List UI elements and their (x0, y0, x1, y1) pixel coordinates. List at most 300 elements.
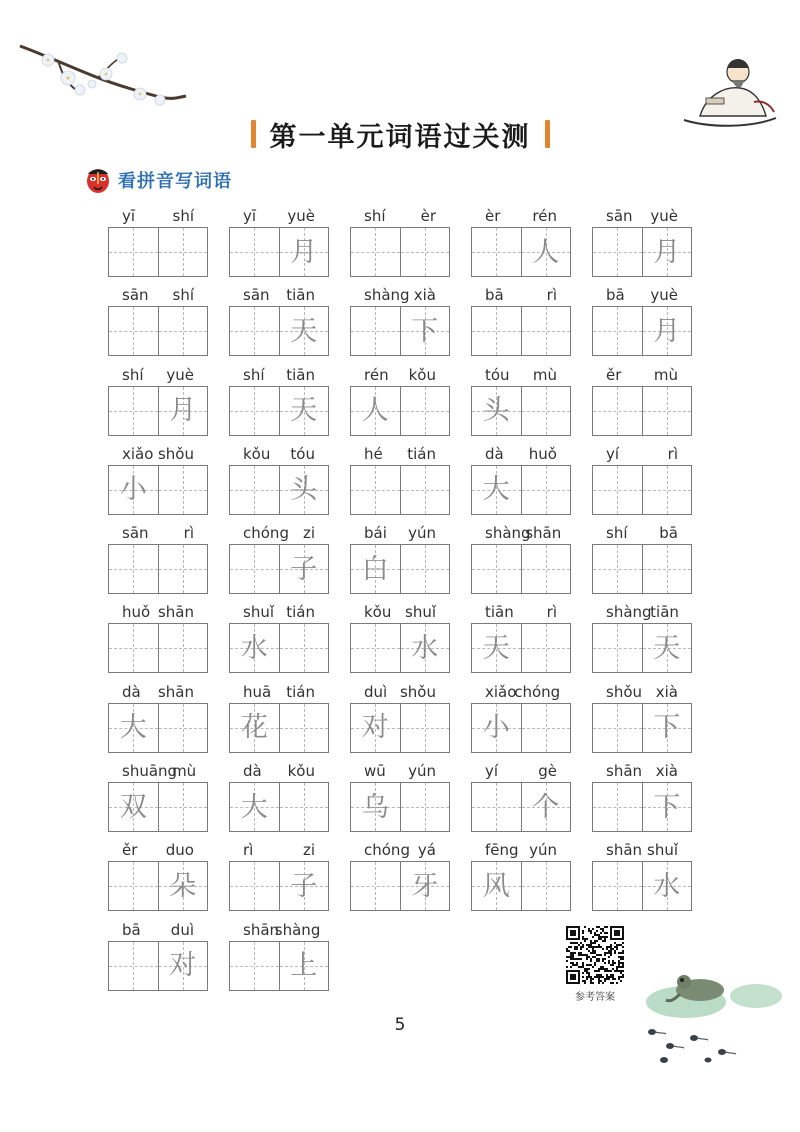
given-character: 双 (119, 791, 147, 823)
pinyin-syllable: mù (532, 365, 557, 384)
character-box[interactable] (230, 862, 279, 910)
character-box[interactable] (521, 783, 571, 831)
pinyin-syllable: shān (243, 920, 280, 939)
character-box[interactable] (230, 387, 279, 435)
character-box[interactable] (109, 862, 158, 910)
pinyin-syllable: yuè (287, 207, 315, 225)
character-box[interactable] (521, 704, 571, 752)
character-box[interactable] (351, 307, 400, 355)
tianzige-pair (471, 227, 571, 277)
character-box[interactable] (642, 228, 692, 276)
pinyin-syllable: tiān (286, 365, 315, 384)
tianzige-pair (592, 386, 692, 436)
word-item (350, 835, 450, 914)
pinyin-syllable: shí (122, 365, 144, 384)
given-character: 小 (482, 712, 510, 744)
character-box[interactable] (351, 862, 400, 910)
qr-code-icon (566, 926, 624, 984)
pinyin-syllable: tóu (290, 444, 315, 463)
character-box[interactable] (158, 783, 208, 831)
tianzige-pair (592, 465, 692, 515)
pinyin-row (229, 756, 329, 782)
tianzige-pair (350, 465, 450, 515)
character-box[interactable] (593, 466, 642, 514)
character-box[interactable] (279, 862, 329, 910)
character-box[interactable] (400, 624, 450, 672)
pinyin-syllable: bā (122, 920, 141, 939)
word-item (229, 915, 329, 994)
pinyin-row (350, 280, 450, 306)
pinyin-syllable: shān (157, 682, 194, 701)
tianzige-pair (229, 227, 329, 277)
pinyin-syllable: yún (408, 524, 436, 543)
pinyin-syllable: shuǐ (647, 841, 678, 860)
character-box[interactable] (279, 307, 329, 355)
pinyin-syllable: bā (659, 524, 678, 543)
word-item (108, 756, 208, 835)
given-character: 大 (119, 712, 147, 744)
character-box[interactable] (279, 704, 329, 752)
given-character: 牙 (411, 870, 439, 902)
character-box[interactable] (158, 307, 208, 355)
pinyin-syllable: ěr (122, 841, 138, 860)
character-box[interactable] (521, 228, 571, 276)
word-item (229, 677, 329, 756)
pinyin-syllable: hé (364, 444, 383, 463)
character-box[interactable] (642, 466, 692, 514)
pinyin-row (471, 518, 571, 544)
tianzige-pair (108, 465, 208, 515)
character-box[interactable] (109, 942, 158, 990)
pinyin-syllable: shān (525, 524, 562, 543)
pinyin-row (108, 518, 208, 544)
pinyin-syllable: shǒu (399, 682, 436, 701)
pinyin-syllable: zi (302, 524, 315, 543)
tianzige-pair (108, 306, 208, 356)
pinyin-syllable: mù (653, 365, 678, 384)
pinyin-syllable: xiǎo (485, 682, 517, 701)
pinyin-syllable: shān (606, 841, 643, 860)
pinyin-syllable: chóng (243, 524, 289, 543)
word-item (350, 439, 450, 518)
pinyin-syllable: yī (122, 207, 136, 225)
character-box[interactable] (472, 387, 521, 435)
pinyin-row (229, 915, 329, 941)
character-box[interactable] (351, 624, 400, 672)
tianzige-pair (229, 623, 329, 673)
character-box[interactable] (400, 466, 450, 514)
pinyin-row (108, 201, 208, 227)
pinyin-syllable: huǒ (122, 603, 151, 622)
given-character: 月 (169, 395, 197, 427)
pinyin-syllable: bā (606, 286, 625, 305)
character-box[interactable] (109, 307, 158, 355)
pinyin-syllable: fēng (485, 841, 519, 860)
pinyin-syllable: yuè (650, 286, 678, 305)
pinyin-row (108, 360, 208, 386)
pinyin-row (592, 201, 692, 227)
character-box[interactable] (642, 387, 692, 435)
title-bar-left (251, 120, 256, 148)
pinyin-syllable: rì (546, 603, 557, 622)
pinyin-syllable: èr (485, 207, 501, 225)
pinyin-row (108, 280, 208, 306)
pinyin-syllable: rì (183, 524, 194, 543)
pinyin-syllable: gè (538, 762, 557, 781)
word-item (350, 360, 450, 439)
pinyin-syllable: xiǎo (122, 444, 154, 463)
pinyin-syllable: tiān (650, 603, 679, 622)
word-item (592, 597, 692, 676)
pinyin-syllable: dà (122, 682, 141, 701)
page-title: 第一单元词语过关测 (269, 121, 531, 153)
pinyin-syllable: yuè (166, 365, 194, 384)
tianzige-pair (471, 544, 571, 594)
word-item (350, 201, 450, 280)
word-item (592, 677, 692, 756)
tianzige-pair (229, 782, 329, 832)
tianzige-pair (592, 861, 692, 911)
given-character: 天 (290, 315, 318, 347)
character-box[interactable] (230, 624, 279, 672)
tianzige-pair (471, 306, 571, 356)
character-box[interactable] (158, 862, 208, 910)
tianzige-pair (108, 941, 208, 991)
pinyin-row (350, 677, 450, 703)
pinyin-row (229, 360, 329, 386)
character-box[interactable] (593, 387, 642, 435)
character-box[interactable] (230, 466, 279, 514)
pinyin-syllable: yuè (650, 207, 678, 225)
character-box[interactable] (158, 545, 208, 593)
tianzige-pair (471, 465, 571, 515)
word-item (108, 835, 208, 914)
character-box[interactable] (472, 545, 521, 593)
word-item (108, 597, 208, 676)
character-box[interactable] (400, 387, 450, 435)
character-box[interactable] (279, 942, 329, 990)
pinyin-row (592, 677, 692, 703)
tianzige-pair (592, 782, 692, 832)
word-item (471, 201, 571, 280)
tianzige-pair (350, 386, 450, 436)
pinyin-syllable: yún (529, 841, 557, 860)
character-box[interactable] (109, 387, 158, 435)
character-box[interactable] (158, 466, 208, 514)
pinyin-row (229, 439, 329, 465)
pinyin-syllable: dà (243, 762, 262, 781)
character-box[interactable] (351, 387, 400, 435)
pinyin-row (229, 518, 329, 544)
character-box[interactable] (642, 862, 692, 910)
character-box[interactable] (230, 942, 279, 990)
pinyin-syllable: dà (485, 444, 504, 463)
pinyin-row (592, 439, 692, 465)
given-character: 对 (169, 950, 197, 982)
pinyin-syllable: bái (364, 524, 387, 543)
character-box[interactable] (472, 466, 521, 514)
character-box[interactable] (109, 783, 158, 831)
character-box[interactable] (472, 307, 521, 355)
pinyin-syllable: shuǐ (243, 603, 274, 622)
pinyin-syllable: shàng (364, 286, 410, 305)
tianzige-pair (350, 227, 450, 277)
given-character: 天 (482, 632, 510, 664)
character-box[interactable] (521, 387, 571, 435)
tianzige-pair (350, 623, 450, 673)
given-character: 小 (119, 474, 147, 506)
pinyin-syllable: yí (485, 762, 499, 781)
word-item (108, 518, 208, 597)
character-box[interactable] (158, 624, 208, 672)
character-box[interactable] (472, 228, 521, 276)
pinyin-syllable: xià (655, 682, 678, 701)
tianzige-pair (229, 306, 329, 356)
word-item (592, 518, 692, 597)
character-box[interactable] (472, 624, 521, 672)
section-title: 看拼音写词语 (118, 171, 232, 192)
word-item (229, 518, 329, 597)
given-character: 月 (653, 315, 681, 347)
character-box[interactable] (109, 545, 158, 593)
given-character: 下 (653, 712, 681, 744)
title-row (0, 112, 800, 156)
pinyin-row (229, 201, 329, 227)
word-item (471, 677, 571, 756)
word-item (350, 518, 450, 597)
word-item (229, 597, 329, 676)
word-item (108, 201, 208, 280)
character-box[interactable] (279, 545, 329, 593)
character-box[interactable] (351, 783, 400, 831)
pinyin-syllable: tián (286, 682, 315, 701)
word-item (350, 677, 450, 756)
tianzige-pair (471, 623, 571, 673)
pinyin-syllable: tián (286, 603, 315, 622)
pinyin-row (108, 756, 208, 782)
character-box[interactable] (158, 387, 208, 435)
character-box[interactable] (642, 783, 692, 831)
character-box[interactable] (472, 862, 521, 910)
given-character: 天 (290, 395, 318, 427)
given-character: 人 (532, 236, 560, 268)
given-character: 大 (240, 791, 268, 823)
word-item (471, 835, 571, 914)
character-box[interactable] (109, 704, 158, 752)
character-box[interactable] (521, 862, 571, 910)
tianzige-pair (229, 941, 329, 991)
pinyin-row (471, 756, 571, 782)
character-box[interactable] (642, 307, 692, 355)
character-box[interactable] (279, 783, 329, 831)
character-box[interactable] (400, 862, 450, 910)
word-item (108, 360, 208, 439)
character-box[interactable] (400, 228, 450, 276)
character-box[interactable] (109, 228, 158, 276)
tianzige-pair (108, 386, 208, 436)
character-box[interactable] (472, 704, 521, 752)
pinyin-syllable: rì (243, 841, 254, 860)
character-box[interactable] (400, 704, 450, 752)
pinyin-syllable: èr (420, 207, 436, 225)
character-box[interactable] (279, 228, 329, 276)
pinyin-row (471, 835, 571, 861)
tianzige-pair (229, 465, 329, 515)
character-box[interactable] (279, 387, 329, 435)
character-box[interactable] (230, 783, 279, 831)
pinyin-syllable: rén (364, 365, 389, 384)
word-item (592, 835, 692, 914)
character-box[interactable] (593, 704, 642, 752)
pinyin-row (108, 835, 208, 861)
pinyin-row (471, 360, 571, 386)
given-character: 大 (482, 474, 510, 506)
character-box[interactable] (158, 942, 208, 990)
pinyin-syllable: kǒu (287, 762, 315, 781)
pinyin-syllable: wū (364, 762, 386, 781)
character-box[interactable] (400, 545, 450, 593)
pinyin-syllable: huǒ (528, 444, 557, 463)
pinyin-syllable: rén (532, 207, 557, 225)
given-character: 月 (290, 236, 318, 268)
pinyin-row (350, 439, 450, 465)
character-box[interactable] (593, 783, 642, 831)
character-box[interactable] (230, 307, 279, 355)
word-item (229, 360, 329, 439)
given-character: 水 (411, 632, 439, 664)
tianzige-pair (108, 861, 208, 911)
pinyin-syllable: shàng (606, 603, 652, 622)
pinyin-row (108, 677, 208, 703)
pinyin-row (350, 201, 450, 227)
character-box[interactable] (351, 545, 400, 593)
character-box[interactable] (642, 545, 692, 593)
tianzige-pair (229, 703, 329, 753)
pinyin-syllable: yí (606, 444, 620, 463)
character-box[interactable] (593, 624, 642, 672)
character-box[interactable] (400, 307, 450, 355)
title-bar-right (545, 120, 550, 148)
word-item (350, 280, 450, 359)
character-box[interactable] (351, 466, 400, 514)
given-character: 风 (482, 870, 510, 902)
given-character: 下 (653, 791, 681, 823)
word-item (108, 915, 208, 994)
word-item (471, 518, 571, 597)
pinyin-syllable: yá (417, 841, 436, 860)
character-box[interactable] (158, 704, 208, 752)
character-box[interactable] (593, 307, 642, 355)
opera-mask-icon (84, 166, 112, 194)
given-character: 天 (653, 632, 681, 664)
given-character: 水 (653, 870, 681, 902)
tianzige-pair (108, 623, 208, 673)
character-box[interactable] (593, 545, 642, 593)
tianzige-pair (108, 703, 208, 753)
tianzige-pair (108, 227, 208, 277)
pinyin-syllable: shǒu (157, 444, 194, 463)
character-box[interactable] (521, 624, 571, 672)
qr-label: 参考答案 (575, 992, 615, 1003)
given-character: 朵 (169, 870, 197, 902)
character-box[interactable] (109, 624, 158, 672)
pinyin-syllable: duo (165, 841, 194, 860)
word-item (592, 201, 692, 280)
pinyin-row (592, 280, 692, 306)
character-box[interactable] (642, 624, 692, 672)
character-box[interactable] (351, 228, 400, 276)
pinyin-syllable: shàng (485, 524, 531, 543)
pinyin-syllable: shuāng (122, 762, 178, 781)
given-character: 子 (290, 870, 318, 902)
given-character: 下 (411, 315, 439, 347)
character-box[interactable] (521, 545, 571, 593)
word-item (592, 360, 692, 439)
pinyin-row (350, 518, 450, 544)
pinyin-syllable: kǒu (243, 444, 271, 463)
pinyin-syllable: duì (170, 920, 194, 939)
character-box[interactable] (351, 704, 400, 752)
tianzige-pair (471, 703, 571, 753)
tianzige-pair (229, 386, 329, 436)
pinyin-syllable: xià (413, 286, 436, 305)
word-item (229, 280, 329, 359)
pinyin-syllable: mù (172, 762, 197, 781)
character-box[interactable] (472, 783, 521, 831)
pinyin-syllable: tián (407, 444, 436, 463)
pinyin-syllable: yún (408, 762, 436, 781)
tianzige-pair (592, 227, 692, 277)
pinyin-syllable: shān (157, 603, 194, 622)
pinyin-row (350, 360, 450, 386)
pinyin-row (471, 201, 571, 227)
pinyin-row (592, 597, 692, 623)
character-box[interactable] (593, 862, 642, 910)
given-character: 白 (361, 553, 389, 585)
character-box[interactable] (109, 466, 158, 514)
character-box[interactable] (230, 228, 279, 276)
word-item (471, 597, 571, 676)
pinyin-row (229, 835, 329, 861)
character-box[interactable] (642, 704, 692, 752)
pinyin-row (108, 597, 208, 623)
pinyin-syllable: sān (606, 207, 633, 225)
word-item (350, 597, 450, 676)
character-box[interactable] (230, 545, 279, 593)
pinyin-row (350, 597, 450, 623)
character-box[interactable] (158, 228, 208, 276)
given-character: 头 (290, 474, 318, 506)
character-box[interactable] (279, 466, 329, 514)
word-item (350, 756, 450, 835)
character-box[interactable] (400, 783, 450, 831)
given-character: 上 (290, 950, 318, 982)
pinyin-syllable: tiān (286, 286, 315, 305)
character-box[interactable] (521, 307, 571, 355)
pinyin-syllable: zi (302, 841, 315, 860)
tianzige-pair (592, 544, 692, 594)
character-box[interactable] (279, 624, 329, 672)
character-box[interactable] (593, 228, 642, 276)
pinyin-syllable: shí (172, 286, 194, 305)
tianzige-pair (350, 306, 450, 356)
word-item (229, 756, 329, 835)
character-box[interactable] (521, 466, 571, 514)
pinyin-syllable: kǒu (408, 365, 436, 384)
tianzige-pair (108, 782, 208, 832)
character-box[interactable] (230, 704, 279, 752)
pinyin-row (471, 280, 571, 306)
